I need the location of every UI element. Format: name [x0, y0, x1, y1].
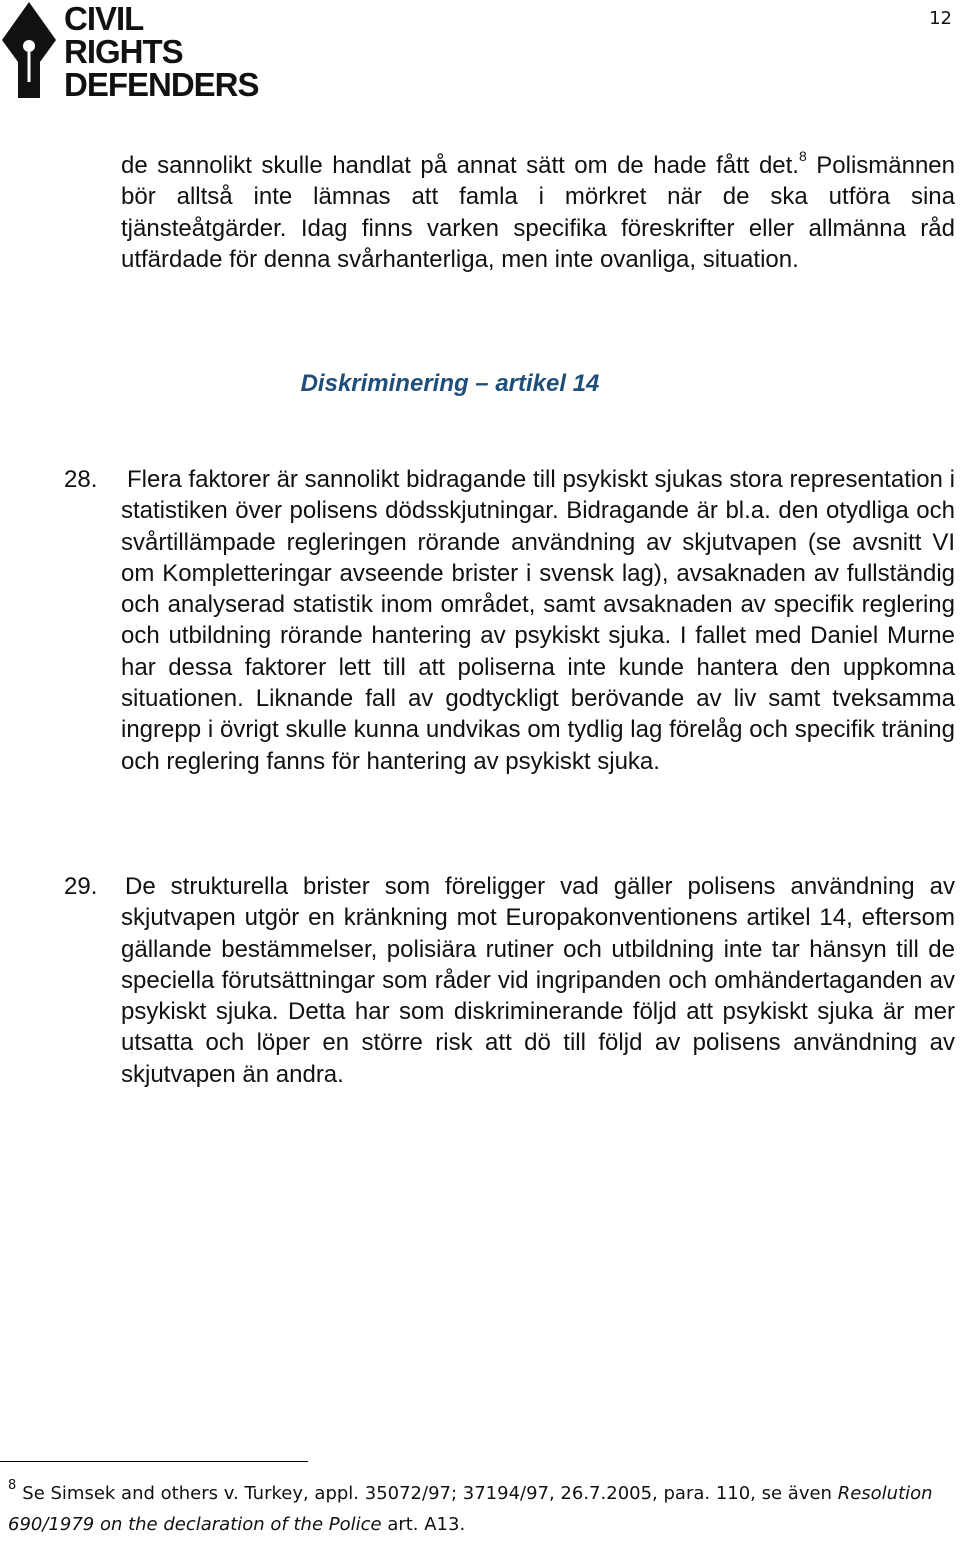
paragraph-number: 29.: [64, 873, 98, 900]
logo-wordmark: [64, 2, 259, 101]
footnote-italic-title: Resolution 690/1979 on the declaration of the Police: [8, 1483, 933, 1535]
paragraph-28: Flera faktorer är sannolikt bidragande till psykiskt sjukas stora representation i statistiken över polisens dödsskjutningar. Bidragande är bl.a. den otydliga och svårtillämpade regleringen rörande användning av skjutvapen (se avsnitt VI om Kompletteringar avseende brister i svensk lag), avsaknaden av fullständig och analyserad statistik inom området, samt avsaknaden av specifik reglering och utbildning rörande hantering av psykiskt sjuka. I fallet med Daniel Murne har dessa faktorer lett till att poliserna inte kunde hantera den uppkomna situationen. Liknande fall av godtyckligt berövande av liv samt tveksamma ingrepp i övrigt skulle kunna undvikas om tydlig lag förelåg och specifik träning och reglering fanns för hantering av psykiskt sjuka.: [121, 466, 955, 775]
footnote-number: 8: [8, 1478, 17, 1493]
fountain-pen-nib-icon: [0, 0, 58, 100]
intro-text-before: de sannolikt skulle handlat på annat sätt om de hade fått det.: [121, 152, 799, 179]
logo-line-3: DEFENDERS: [64, 66, 259, 103]
section-heading: Diskriminering – artikel 14: [300, 370, 600, 397]
logo-line-2: RIGHTS: [64, 33, 183, 70]
footnote: [8, 1478, 938, 1540]
footnote-text-end: art. A13.: [381, 1514, 466, 1535]
paragraph-29: De strukturella brister som föreligger vad gäller polisens användning av skjutvapen utgör en kränkning mot Europakonventionens artikel 14, eftersom gällande bestämmelser, polisiära rutiner och utbildning inte tar hänsyn till de speciella förutsättningar som råder vid ingripanden och omhändertaganden av psykiskt sjuka. Detta har som diskriminerande följd att psykiskt sjuka är mer utsatta och löper en större risk att dö till följd av polisens användning av skjutvapen än andra.: [121, 873, 955, 1088]
page-number: 12: [929, 8, 952, 29]
footnote-divider: [0, 1461, 308, 1462]
paragraph-number: 28.: [64, 466, 98, 493]
logo-line-1: CIVIL: [64, 0, 144, 37]
civil-rights-defenders-logo: [0, 0, 262, 103]
footnote-text: Se Simsek and others v. Turkey, appl. 35072/97; 37194/97, 26.7.2005, para. 110, se även: [22, 1483, 838, 1504]
intro-paragraph: [121, 150, 955, 275]
intro-text-after: Polismännen bör alltså inte lämnas att famla i mörkret när de ska utföra sina tjänsteåtgärder. Idag finns varken specifika föreskrifter eller allmänna råd utfärdade för denna svårhanterliga, men inte ovanliga, situation.: [121, 152, 956, 273]
footnote-reference: 8: [798, 148, 807, 164]
